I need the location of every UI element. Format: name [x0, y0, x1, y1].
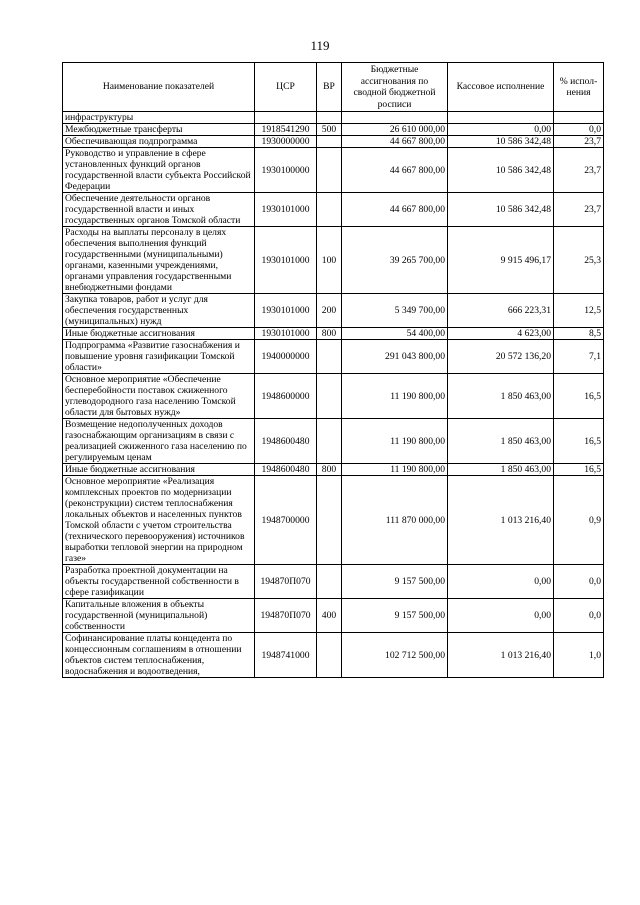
row-allocation: 44 667 800,00	[342, 136, 448, 148]
table-row	[63, 136, 604, 148]
row-percent: 7,1	[554, 340, 604, 374]
row-allocation	[342, 112, 448, 124]
row-name: Софинансирование платы концедента по концессионным соглашениям в отношении объектов систем теплоснабжения, водоснабжения и водоотведения,	[63, 633, 255, 678]
row-execution: 10 586 342,48	[448, 136, 554, 148]
row-csr: 1930101000	[255, 193, 317, 227]
row-csr: 1940000000	[255, 340, 317, 374]
row-vr: 800	[317, 328, 342, 340]
table-row	[63, 340, 604, 374]
row-csr: 1918541290	[255, 124, 317, 136]
header-execution: Кассовое исполнение	[448, 63, 554, 112]
header-csr: ЦСР	[255, 63, 317, 112]
row-vr	[317, 419, 342, 464]
row-vr	[317, 476, 342, 565]
row-execution: 10 586 342,48	[448, 193, 554, 227]
row-name: Иные бюджетные ассигнования	[63, 328, 255, 340]
row-csr: 1930101000	[255, 294, 317, 328]
row-allocation: 39 265 700,00	[342, 227, 448, 294]
table-row	[63, 227, 604, 294]
row-csr: 1930100000	[255, 148, 317, 193]
row-percent: 0,0	[554, 599, 604, 633]
row-name: Возмещение недополученных доходов газоснабжающим организациям в связи с реализацией сжиженного газа населению по регулируемым ценам	[63, 419, 255, 464]
row-execution: 0,00	[448, 124, 554, 136]
row-vr	[317, 193, 342, 227]
table-row	[63, 565, 604, 599]
row-execution: 20 572 136,20	[448, 340, 554, 374]
row-vr	[317, 340, 342, 374]
row-csr: 1930000000	[255, 136, 317, 148]
page-number: 119	[310, 38, 330, 53]
row-name: Основное мероприятие «Реализация комплексных проектов по модернизации (реконструкции) систем теплоснабжения локальных объектов и населенных пунктов Томской области с учетом строительства (технического перевооружения) источников выработки тепловой энергии на природном газе»	[63, 476, 255, 565]
row-execution: 10 586 342,48	[448, 148, 554, 193]
row-allocation: 11 190 800,00	[342, 464, 448, 476]
row-execution: 4 623,00	[448, 328, 554, 340]
table-row	[63, 633, 604, 678]
row-vr	[317, 136, 342, 148]
row-execution: 0,00	[448, 599, 554, 633]
row-name: Разработка проектной документации на объекты государственной собственности в сфере газификации	[63, 565, 255, 599]
row-name: Закупка товаров, работ и услуг для обеспечения государственных (муниципальных) нужд	[63, 294, 255, 328]
header-name: Наименование показателей	[63, 63, 255, 112]
table-row	[63, 374, 604, 419]
row-vr	[317, 374, 342, 419]
row-vr	[317, 148, 342, 193]
row-allocation: 44 667 800,00	[342, 193, 448, 227]
row-allocation: 5 349 700,00	[342, 294, 448, 328]
row-percent: 0,0	[554, 124, 604, 136]
row-allocation: 54 400,00	[342, 328, 448, 340]
row-name: Капитальные вложения в объекты государственной (муниципальной) собственности	[63, 599, 255, 633]
row-vr	[317, 633, 342, 678]
row-name: Основное мероприятие «Обеспечение бесперебойности поставок сжиженного углеводородного газа населению Томской области для бытовых нужд»	[63, 374, 255, 419]
row-vr: 400	[317, 599, 342, 633]
table-row	[63, 294, 604, 328]
row-percent: 0,9	[554, 476, 604, 565]
row-vr	[317, 565, 342, 599]
row-name: Иные бюджетные ассигнования	[63, 464, 255, 476]
row-allocation: 291 043 800,00	[342, 340, 448, 374]
row-percent: 23,7	[554, 193, 604, 227]
row-name: инфраструктуры	[63, 112, 255, 124]
row-percent: 8,5	[554, 328, 604, 340]
row-vr: 800	[317, 464, 342, 476]
row-execution: 1 013 216,40	[448, 476, 554, 565]
row-percent: 25,3	[554, 227, 604, 294]
row-percent: 16,5	[554, 419, 604, 464]
table-row	[63, 148, 604, 193]
row-csr: 1930101000	[255, 328, 317, 340]
row-allocation: 102 712 500,00	[342, 633, 448, 678]
row-csr: 1948600480	[255, 419, 317, 464]
row-execution: 1 850 463,00	[448, 419, 554, 464]
row-csr: 1948741000	[255, 633, 317, 678]
row-allocation: 9 157 500,00	[342, 599, 448, 633]
row-csr: 1948600480	[255, 464, 317, 476]
row-percent: 23,7	[554, 148, 604, 193]
table-header-row	[63, 63, 604, 112]
header-allocations: Бюджетные ассигнования по сводной бюджетной росписи	[342, 63, 448, 112]
row-vr: 500	[317, 124, 342, 136]
header-vr: ВР	[317, 63, 342, 112]
table-row	[63, 328, 604, 340]
row-csr: 1930101000	[255, 227, 317, 294]
row-name: Расходы на выплаты персоналу в целях обеспечения выполнения функций государственными (муниципальными) органами, казенными учреждениями, органами управления государственными внебюджетными фондами	[63, 227, 255, 294]
row-percent: 12,5	[554, 294, 604, 328]
row-execution: 1 850 463,00	[448, 464, 554, 476]
row-name: Руководство и управление в сфере установленных функций органов государственной власти субъекта Российской Федерации	[63, 148, 255, 193]
row-allocation: 9 157 500,00	[342, 565, 448, 599]
row-csr	[255, 112, 317, 124]
header-percent: % испол-нения	[554, 63, 604, 112]
row-vr: 200	[317, 294, 342, 328]
row-name: Обеспечение деятельности органов государственной власти и иных государственных органов Томской области	[63, 193, 255, 227]
row-name: Обеспечивающая подпрограмма	[63, 136, 255, 148]
row-name: Межбюджетные трансферты	[63, 124, 255, 136]
row-percent: 23,7	[554, 136, 604, 148]
row-execution: 9 915 496,17	[448, 227, 554, 294]
row-execution: 0,00	[448, 565, 554, 599]
row-percent: 16,5	[554, 374, 604, 419]
row-csr: 1948600000	[255, 374, 317, 419]
table-row	[63, 124, 604, 136]
row-allocation: 26 610 000,00	[342, 124, 448, 136]
row-csr: 1948700000	[255, 476, 317, 565]
row-percent	[554, 112, 604, 124]
table-row	[63, 464, 604, 476]
row-percent: 1,0	[554, 633, 604, 678]
table-row	[63, 112, 604, 124]
row-execution: 1 013 216,40	[448, 633, 554, 678]
table-row	[63, 193, 604, 227]
row-allocation: 11 190 800,00	[342, 374, 448, 419]
row-csr: 194870П070	[255, 565, 317, 599]
row-csr: 194870П070	[255, 599, 317, 633]
row-percent: 16,5	[554, 464, 604, 476]
row-percent: 0,0	[554, 565, 604, 599]
table-row	[63, 419, 604, 464]
row-allocation: 44 667 800,00	[342, 148, 448, 193]
table-row	[63, 599, 604, 633]
row-vr	[317, 112, 342, 124]
row-name: Подпрограмма «Развитие газоснабжения и повышение уровня газификации Томской области»	[63, 340, 255, 374]
table-row	[63, 476, 604, 565]
row-execution	[448, 112, 554, 124]
row-allocation: 111 870 000,00	[342, 476, 448, 565]
row-execution: 666 223,31	[448, 294, 554, 328]
row-execution: 1 850 463,00	[448, 374, 554, 419]
budget-execution-table	[62, 62, 604, 678]
row-allocation: 11 190 800,00	[342, 419, 448, 464]
row-vr: 100	[317, 227, 342, 294]
